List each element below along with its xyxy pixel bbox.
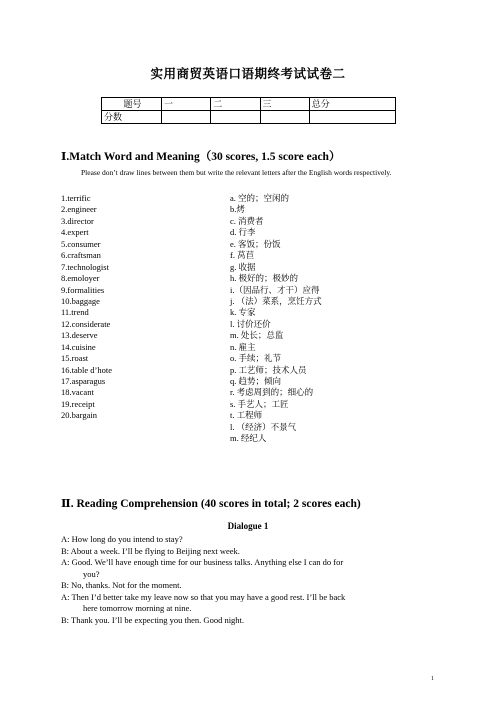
word-item: 8.emoloyer: [61, 273, 100, 284]
dialogue-line: [61, 580, 439, 592]
meaning-item: g. 收据: [230, 261, 256, 272]
score-table: [101, 97, 396, 124]
table-cell: 一: [162, 98, 211, 111]
meaning-item: d. 行李: [230, 227, 256, 238]
meaning-item: t. 工程师: [230, 410, 263, 421]
page-number: 1: [431, 676, 434, 682]
meaning-item: n. 雇主: [230, 341, 256, 352]
dialogue-line: [61, 615, 439, 627]
meaning-item: p. 工艺师；技术人员: [230, 364, 307, 375]
dialogue-line-text: B: Thank you. I’ll be expecting you then. Good night.: [61, 614, 245, 625]
word-item: 19.receipt: [61, 398, 95, 409]
meaning-item: i.（因品行、才干）应得: [230, 284, 320, 295]
word-item: 7.technologist: [61, 261, 109, 272]
table-cell: 二: [211, 98, 260, 111]
meaning-item: m. 经纪人: [230, 433, 267, 444]
table-cell: 三: [260, 98, 309, 111]
word-item: 5.consumer: [61, 238, 101, 249]
score-table-header-row: [102, 98, 396, 111]
score-cell[interactable]: [309, 111, 395, 124]
word-item: 10.baggage: [61, 295, 100, 306]
score-cell[interactable]: [260, 111, 309, 124]
section-2-heading: Ⅱ. Reading Comprehension (40 scores in total; 2 scores each): [61, 498, 361, 510]
meaning-item: l. 讨价还价: [230, 318, 271, 329]
meaning-item: a. 空的；空闲的: [230, 193, 290, 203]
word-item: 16.table d’hote: [61, 364, 112, 375]
word-item: 3.director: [61, 215, 94, 226]
meaning-item: r. 考虑周到的；细心的: [230, 387, 314, 398]
meaning-item: q. 趋势；倾向: [230, 376, 282, 386]
meaning-item: f. 莴苣: [230, 250, 255, 261]
meaning-item: e. 客饭；份饭: [230, 238, 281, 249]
dialogue-line-text: A: Then I’d better take my leave now so that you may have a good rest. I’ll be back: [61, 591, 346, 602]
word-item: 13.deserve: [61, 330, 98, 341]
score-cell[interactable]: [162, 111, 211, 124]
word-item: 2.engineer: [61, 204, 97, 215]
score-table-score-row: [102, 111, 396, 124]
word-item: 9.formalities: [61, 284, 105, 295]
word-item: 1.terrific: [61, 193, 91, 203]
table-cell: 题号: [102, 98, 162, 111]
word-item: 14.cuisine: [61, 341, 96, 352]
meaning-item: b.烤: [230, 204, 245, 215]
meaning-item: o. 手续；礼节: [230, 353, 282, 364]
dialogue-body: [61, 534, 439, 626]
meaning-item: s. 手艺人；工匠: [230, 398, 289, 409]
exam-title: 实用商贸英语口语期终考试试卷二: [150, 67, 346, 81]
table-cell: 分数: [102, 111, 162, 124]
dialogue-line-text: B: About a week. I’ll be flying to Beijing next week.: [61, 545, 240, 556]
dialogue-line: [61, 592, 439, 615]
dialogue-line-continuation: here tomorrow morning at nine.: [83, 603, 192, 613]
word-item: 4.expert: [61, 227, 89, 238]
meaning-item: l. （经济）不景气: [230, 421, 297, 432]
dialogue-line-text: B: No, thanks. Not for the moment.: [61, 580, 182, 590]
word-item: 17.asparagus: [61, 376, 106, 386]
score-cell[interactable]: [211, 111, 260, 124]
word-item: 6.craftsman: [61, 250, 101, 261]
word-item: 12.considerate: [61, 318, 111, 329]
word-item: 15.roast: [61, 353, 89, 364]
dialogue-line: [61, 557, 439, 580]
dialogue-line-text: A: Good. We’ll have enough time for our business talks. Anything else I can do for: [61, 557, 344, 567]
meaning-item: h. 极好的；极妙的: [230, 273, 299, 284]
word-item: 11.trend: [61, 307, 89, 318]
meaning-item: m. 处长；总监: [230, 330, 284, 341]
section-1-heading: Ⅰ.Match Word and Meaning（30 scores, 1.5 score each）: [61, 151, 341, 163]
meaning-list: [230, 193, 322, 445]
word-list: [61, 193, 112, 422]
table-cell: 总分: [309, 98, 395, 111]
dialogue-line-continuation: you?: [83, 568, 100, 579]
word-item: 20.bargain: [61, 410, 97, 421]
dialogue-line: [61, 546, 439, 558]
meaning-item: j. （法）菜系，烹饪方式: [230, 295, 322, 306]
word-item: 18.vacant: [61, 387, 94, 398]
dialogue-line-text: A: How long do you intend to stay?: [61, 534, 183, 544]
section-1-instruction: Please don’t draw lines between them but write the relevant letters after the English words respectively.: [81, 168, 392, 177]
dialogue-title: Dialogue 1: [227, 521, 269, 531]
meaning-item: c. 消费者: [230, 215, 264, 226]
dialogue-line: [61, 534, 439, 546]
meaning-item: k. 专家: [230, 307, 256, 318]
